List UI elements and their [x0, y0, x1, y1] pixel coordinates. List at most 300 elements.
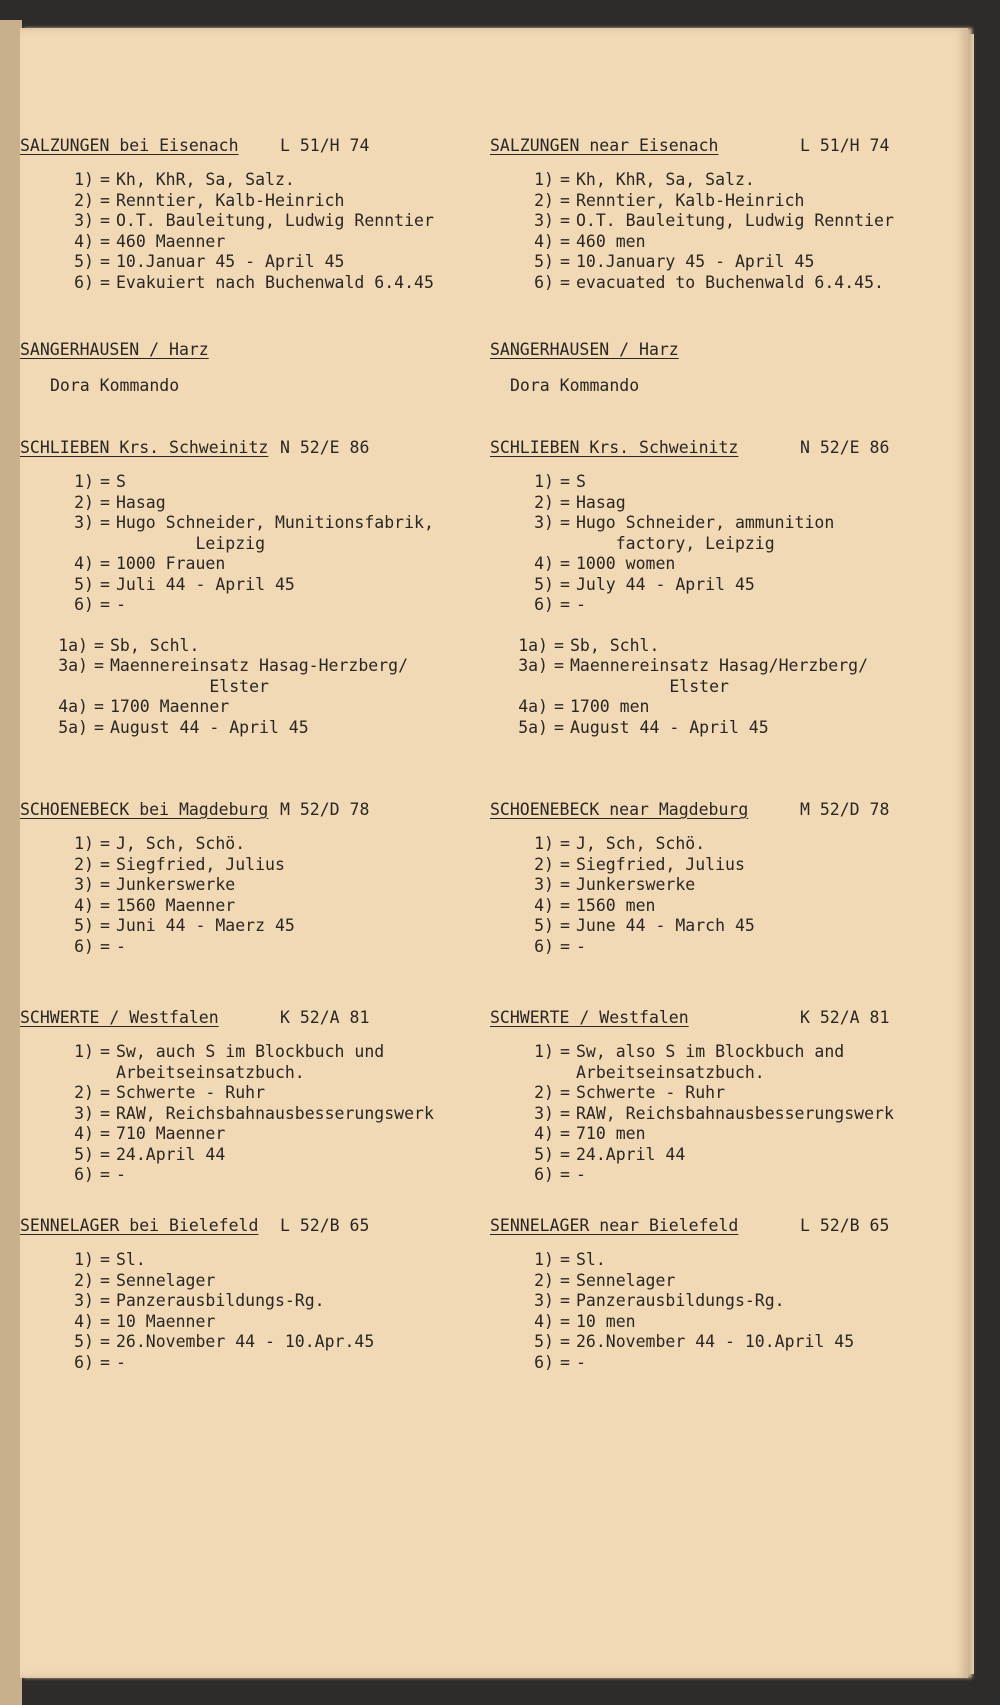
item-value: 26.November 44 - 10.Apr.45: [116, 1332, 375, 1351]
list-item: [508, 937, 968, 958]
entry-header: [20, 438, 490, 464]
item-number: 4): [74, 554, 94, 573]
list-item: [48, 252, 490, 273]
item-value: J, Sch, Schö.: [116, 834, 246, 853]
entry-header: [20, 136, 490, 162]
item-value: Schwerte - Ruhr: [116, 1083, 266, 1102]
item-number: 6): [534, 936, 554, 956]
item-value: RAW, Reichsbahnausbesserungswerk: [576, 1103, 894, 1123]
item-value: Panzerausbildungs-Rg.: [576, 1291, 785, 1310]
item-value: Sw, auch S im Blockbuch und: [116, 1042, 385, 1061]
item-list: [48, 170, 490, 293]
list-item: [48, 834, 490, 855]
equals-sign: =: [100, 834, 110, 853]
item-number: 4): [534, 554, 554, 573]
list-item: [508, 1145, 968, 1166]
item-number: 1a): [58, 635, 88, 655]
spacer: [20, 616, 490, 628]
item-list: [42, 636, 490, 739]
item-list: [508, 1250, 968, 1373]
equals-sign: =: [100, 492, 110, 512]
list-item: [42, 697, 490, 718]
item-number: 5): [534, 1332, 554, 1351]
item-list: [508, 834, 968, 957]
camp-entry: [490, 1008, 968, 1186]
item-number: 3): [74, 1103, 94, 1123]
item-number: 1): [74, 170, 94, 189]
equals-sign: =: [100, 1144, 110, 1164]
equals-sign: =: [100, 1311, 110, 1331]
equals-sign: =: [100, 875, 110, 894]
list-item: [48, 191, 490, 212]
equals-sign: =: [560, 834, 570, 853]
equals-sign: =: [100, 916, 110, 935]
item-number: 2): [534, 190, 554, 210]
equals-sign: =: [560, 595, 570, 614]
entry-header: [490, 340, 968, 366]
item-list: [508, 1042, 968, 1186]
equals-sign: =: [560, 1352, 570, 1372]
item-number: 6): [534, 272, 554, 292]
list-item: [508, 1291, 968, 1312]
item-value: Elster: [110, 676, 269, 696]
equals-sign: =: [560, 916, 570, 935]
item-number: 3): [74, 513, 94, 532]
list-item: [48, 1291, 490, 1312]
list-item: [508, 1271, 968, 1292]
equals-sign: =: [100, 1291, 110, 1310]
list-item: [508, 170, 968, 191]
item-number: 6): [74, 1165, 94, 1184]
equals-sign: =: [560, 895, 570, 915]
item-number: 4): [74, 231, 94, 251]
equals-sign: =: [100, 595, 110, 614]
equals-sign: =: [560, 1250, 570, 1269]
item-number: 4): [74, 1124, 94, 1143]
item-number: 3a): [518, 656, 548, 675]
list-item: [508, 211, 968, 232]
equals-sign: =: [560, 1332, 570, 1351]
place-name: SALZUNGEN near Eisenach: [490, 136, 719, 155]
item-value: Sl.: [116, 1250, 146, 1269]
item-value: 1700 men: [570, 697, 650, 716]
list-item: [48, 1250, 490, 1271]
camp-entry: [20, 438, 490, 738]
equals-sign: =: [100, 1083, 110, 1102]
item-value: Hugo Schneider, Munitionsfabrik,: [116, 513, 434, 532]
entry-header: [490, 438, 968, 464]
equals-sign: =: [560, 1042, 570, 1061]
list-item: [48, 1104, 490, 1125]
list-item: [48, 855, 490, 876]
item-value: 24.April 44: [116, 1144, 226, 1164]
item-number: 4): [74, 895, 94, 915]
item-value: -: [576, 1352, 586, 1372]
equals-sign: =: [560, 231, 570, 251]
item-number: 1): [74, 472, 94, 491]
list-item: [508, 896, 968, 917]
item-number: 2): [74, 190, 94, 210]
entry-header: [490, 1008, 968, 1034]
item-value: Sb, Schl.: [110, 635, 200, 655]
item-number: 6): [74, 1352, 94, 1372]
equals-sign: =: [94, 635, 104, 655]
equals-sign: =: [100, 936, 110, 956]
list-item: [48, 211, 490, 232]
item-value: Siegfried, Julius: [116, 854, 285, 874]
spacer: [490, 616, 968, 628]
equals-sign: =: [100, 1165, 110, 1184]
map-reference: N 52/E 86: [280, 438, 370, 457]
list-item: [48, 232, 490, 253]
item-number: 2): [534, 854, 554, 874]
equals-sign: =: [100, 1250, 110, 1269]
list-item: [48, 916, 490, 937]
item-value: -: [576, 595, 586, 614]
list-item: [508, 916, 968, 937]
item-number: 5): [534, 916, 554, 935]
item-value: Hugo Schneider, ammunition: [576, 513, 835, 532]
item-number: 1): [534, 1250, 554, 1269]
item-value: Juni 44 - Maerz 45: [116, 916, 295, 935]
list-item: [508, 252, 968, 273]
equals-sign: =: [94, 697, 104, 716]
item-value: RAW, Reichsbahnausbesserungswerk: [116, 1103, 434, 1123]
item-number: 1): [534, 834, 554, 853]
equals-sign: =: [560, 936, 570, 956]
document-page: [20, 28, 968, 1678]
item-value: Sb, Schl.: [570, 635, 660, 655]
entry-note: Dora Kommando: [50, 376, 180, 395]
list-item: [508, 1063, 968, 1084]
place-name: SCHWERTE / Westfalen: [490, 1008, 689, 1027]
equals-sign: =: [100, 1352, 110, 1372]
entry-header: [490, 800, 968, 826]
item-value: 710 Maenner: [116, 1124, 226, 1143]
list-item: [48, 1145, 490, 1166]
list-item: [48, 534, 490, 555]
item-list: [48, 472, 490, 616]
item-number: 1): [74, 1250, 94, 1269]
equals-sign: =: [560, 190, 570, 210]
item-value: -: [116, 1165, 126, 1184]
equals-sign: =: [554, 717, 564, 737]
item-number: 5): [74, 1332, 94, 1351]
item-number: 3): [74, 875, 94, 894]
place-name: SENNELAGER near Bielefeld: [490, 1216, 739, 1235]
equals-sign: =: [560, 1291, 570, 1310]
item-number: 3): [534, 513, 554, 532]
item-value: evacuated to Buchenwald 6.4.45.: [576, 272, 884, 292]
place-name: SALZUNGEN bei Eisenach: [20, 136, 239, 155]
item-number: 4): [74, 1311, 94, 1331]
item-list: [48, 834, 490, 957]
camp-entry: [490, 438, 968, 738]
list-item: [48, 1353, 490, 1374]
place-name: SENNELAGER bei Bielefeld: [20, 1216, 259, 1235]
list-item: [48, 1083, 490, 1104]
list-item: [508, 1332, 968, 1353]
item-value: -: [116, 936, 126, 956]
item-number: 6): [534, 1352, 554, 1372]
item-value: 1560 Maenner: [116, 895, 236, 915]
entry-header: [20, 340, 490, 366]
item-value: S: [116, 472, 126, 491]
list-item: [508, 1124, 968, 1145]
item-number: 4a): [518, 697, 548, 716]
item-value: 26.November 44 - 10.April 45: [576, 1332, 855, 1351]
list-item: [48, 1312, 490, 1333]
equals-sign: =: [100, 231, 110, 251]
equals-sign: =: [560, 170, 570, 189]
list-item: [508, 875, 968, 896]
item-number: 1): [74, 834, 94, 853]
list-item: [508, 834, 968, 855]
item-value: July 44 - April 45: [576, 574, 755, 594]
map-reference: L 51/H 74: [800, 136, 890, 155]
item-list: [508, 170, 968, 293]
camp-entry: [490, 1216, 968, 1373]
item-value: -: [576, 1165, 586, 1184]
equals-sign: =: [560, 513, 570, 532]
map-reference: M 52/D 78: [800, 800, 890, 819]
list-item: [508, 534, 968, 555]
list-item: [502, 718, 968, 739]
list-item: [48, 273, 490, 294]
place-name: SCHWERTE / Westfalen: [20, 1008, 219, 1027]
item-value: Sw, also S im Blockbuch and: [576, 1042, 845, 1061]
list-item: [48, 595, 490, 616]
item-number: 5a): [518, 717, 548, 737]
equals-sign: =: [560, 1124, 570, 1143]
map-reference: N 52/E 86: [800, 438, 890, 457]
list-item: [508, 493, 968, 514]
item-value: Maennereinsatz Hasag/Herzberg/: [570, 656, 869, 675]
equals-sign: =: [560, 574, 570, 594]
item-value: O.T. Bauleitung, Ludwig Renntier: [116, 211, 434, 230]
entry-header: [20, 1216, 490, 1242]
item-value: 10 Maenner: [116, 1311, 216, 1331]
list-item: [502, 677, 968, 698]
list-item: [508, 855, 968, 876]
item-number: 3): [74, 1291, 94, 1310]
equals-sign: =: [100, 574, 110, 594]
item-value: 710 men: [576, 1124, 646, 1143]
equals-sign: =: [100, 1103, 110, 1123]
item-list: [508, 472, 968, 616]
item-number: 5): [534, 574, 554, 594]
list-item: [508, 273, 968, 294]
item-number: 1): [534, 1042, 554, 1061]
item-number: 3): [534, 1103, 554, 1123]
map-reference: L 51/H 74: [280, 136, 370, 155]
item-value: Kh, KhR, Sa, Salz.: [576, 170, 755, 189]
equals-sign: =: [100, 1270, 110, 1290]
item-value: Maennereinsatz Hasag-Herzberg/: [110, 656, 409, 675]
list-item: [508, 191, 968, 212]
item-value: Renntier, Kalb-Heinrich: [576, 190, 805, 210]
equals-sign: =: [560, 272, 570, 292]
item-number: 5): [74, 1144, 94, 1164]
equals-sign: =: [560, 1270, 570, 1290]
list-item: [508, 595, 968, 616]
item-value: 460 men: [576, 231, 646, 251]
item-number: 3a): [58, 656, 88, 675]
item-value: factory, Leipzig: [576, 533, 775, 553]
list-item: [48, 554, 490, 575]
item-value: Junkerswerke: [116, 875, 236, 894]
map-reference: M 52/D 78: [280, 800, 370, 819]
list-item: [48, 513, 490, 534]
place-name: SCHOENEBECK bei Magdeburg: [20, 800, 269, 819]
list-item: [508, 232, 968, 253]
item-number: 5a): [58, 717, 88, 737]
item-value: Elster: [570, 676, 729, 696]
item-value: 1000 women: [576, 554, 676, 573]
equals-sign: =: [560, 1083, 570, 1102]
equals-sign: =: [560, 1165, 570, 1184]
list-item: [508, 575, 968, 596]
list-item: [508, 1042, 968, 1063]
item-value: 10.January 45 - April 45: [576, 252, 815, 271]
item-number: 3): [534, 211, 554, 230]
list-item: [508, 1250, 968, 1271]
item-number: 3): [534, 875, 554, 894]
item-number: 2): [74, 1270, 94, 1290]
equals-sign: =: [554, 656, 564, 675]
list-item: [42, 677, 490, 698]
equals-sign: =: [554, 635, 564, 655]
item-value: Arbeitseinsatzbuch.: [576, 1062, 765, 1082]
item-value: Sl.: [576, 1250, 606, 1269]
list-item: [508, 1353, 968, 1374]
item-number: 2): [534, 492, 554, 512]
item-number: 1): [534, 472, 554, 491]
item-value: Arbeitseinsatzbuch.: [116, 1062, 305, 1082]
item-value: J, Sch, Schö.: [576, 834, 706, 853]
item-value: Juli 44 - April 45: [116, 574, 295, 594]
list-item: [508, 1312, 968, 1333]
equals-sign: =: [100, 170, 110, 189]
item-value: Renntier, Kalb-Heinrich: [116, 190, 345, 210]
equals-sign: =: [100, 190, 110, 210]
item-number: 4): [534, 231, 554, 251]
item-list: [48, 1250, 490, 1373]
item-number: 5): [74, 252, 94, 271]
map-reference: L 52/B 65: [800, 1216, 890, 1235]
map-reference: L 52/B 65: [280, 1216, 370, 1235]
equals-sign: =: [554, 697, 564, 716]
camp-entry: [490, 340, 968, 395]
item-value: Sennelager: [576, 1270, 676, 1290]
item-value: June 44 - March 45: [576, 916, 755, 935]
camp-entry: [490, 800, 968, 957]
list-item: [48, 1042, 490, 1063]
equals-sign: =: [94, 656, 104, 675]
map-reference: K 52/A 81: [280, 1008, 370, 1027]
camp-entry: [20, 136, 490, 293]
list-item: [508, 472, 968, 493]
equals-sign: =: [560, 1103, 570, 1123]
equals-sign: =: [100, 854, 110, 874]
item-number: 6): [534, 595, 554, 614]
list-item: [42, 718, 490, 739]
binding-edge: [0, 20, 22, 1705]
item-value: Leipzig: [116, 533, 266, 553]
place-name: SANGERHAUSEN / Harz: [20, 340, 209, 359]
item-value: 1560 men: [576, 895, 656, 915]
item-number: 6): [534, 1165, 554, 1184]
place-name: SCHOENEBECK near Magdeburg: [490, 800, 749, 819]
item-value: 1000 Frauen: [116, 554, 226, 573]
item-value: Hasag: [576, 492, 626, 512]
entry-header: [20, 1008, 490, 1034]
item-number: 1a): [518, 635, 548, 655]
item-number: 2): [74, 1083, 94, 1102]
equals-sign: =: [560, 472, 570, 491]
entry-header: [490, 136, 968, 162]
item-value: Evakuiert nach Buchenwald 6.4.45: [116, 272, 434, 292]
camp-entry: [20, 800, 490, 957]
list-item: [502, 656, 968, 677]
list-item: [48, 1271, 490, 1292]
equals-sign: =: [100, 211, 110, 230]
item-value: -: [116, 595, 126, 614]
list-item: [508, 554, 968, 575]
item-value: Junkerswerke: [576, 875, 696, 894]
item-number: 2): [74, 492, 94, 512]
item-value: August 44 - April 45: [110, 717, 309, 737]
equals-sign: =: [100, 252, 110, 271]
equals-sign: =: [560, 554, 570, 573]
equals-sign: =: [560, 854, 570, 874]
place-name: SCHLIEBEN Krs. Schweinitz: [20, 438, 269, 457]
equals-sign: =: [94, 717, 104, 737]
list-item: [502, 636, 968, 657]
item-number: 5): [74, 574, 94, 594]
equals-sign: =: [100, 1332, 110, 1351]
place-name: SCHLIEBEN Krs. Schweinitz: [490, 438, 739, 457]
item-value: August 44 - April 45: [570, 717, 769, 737]
item-value: Hasag: [116, 492, 166, 512]
list-item: [508, 1165, 968, 1186]
camp-entry: [20, 1216, 490, 1373]
item-list: [502, 636, 968, 739]
item-number: 4): [534, 1124, 554, 1143]
item-value: 10 men: [576, 1311, 636, 1331]
equals-sign: =: [100, 1124, 110, 1143]
list-item: [48, 1165, 490, 1186]
place-name: SANGERHAUSEN / Harz: [490, 340, 679, 359]
equals-sign: =: [560, 492, 570, 512]
equals-sign: =: [560, 252, 570, 271]
item-number: 6): [74, 595, 94, 614]
item-number: 1): [74, 1042, 94, 1061]
equals-sign: =: [560, 211, 570, 230]
item-number: 3): [74, 211, 94, 230]
list-item: [48, 1124, 490, 1145]
entry-note: Dora Kommando: [510, 376, 640, 395]
camp-entry: [490, 136, 968, 293]
equals-sign: =: [560, 1311, 570, 1331]
equals-sign: =: [100, 1042, 110, 1061]
item-value: Siegfried, Julius: [576, 854, 745, 874]
item-value: Sennelager: [116, 1270, 216, 1290]
item-number: 3): [534, 1291, 554, 1310]
list-item: [508, 513, 968, 534]
item-number: 5): [74, 916, 94, 935]
item-value: 1700 Maenner: [110, 697, 230, 716]
